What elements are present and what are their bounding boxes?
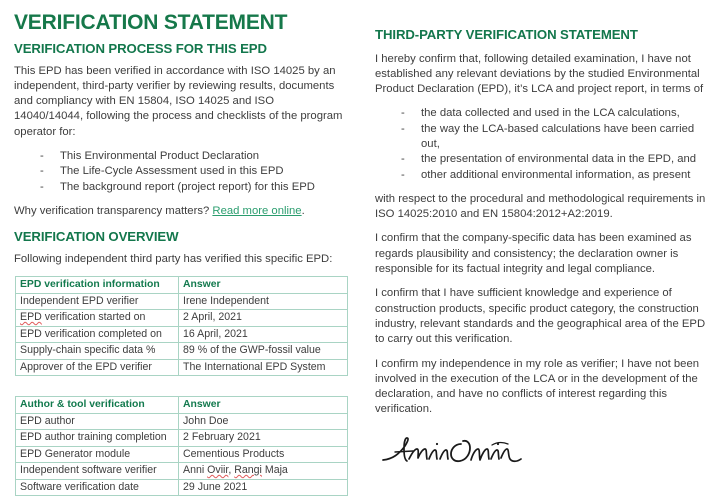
independence-paragraph: I confirm my independence in my role as verifier; I have not been involved in the execution of the LCA or in the development of the declaration, and have no conflicts of interest regarding this verification. <box>375 357 700 416</box>
cell-label: Independent software verifier <box>16 463 179 480</box>
page-title: VERIFICATION STATEMENT <box>14 11 288 34</box>
epd-verification-information-table <box>15 276 348 376</box>
cell-label: Approver of the EPD verifier <box>16 359 179 376</box>
cell-value: Irene Independent <box>179 293 348 310</box>
cell-value: 29 June 2021 <box>179 479 348 496</box>
column-header-label: EPD verification information <box>16 277 179 294</box>
table-row <box>16 293 348 310</box>
table-row <box>16 430 348 447</box>
cell-value: The International EPD System <box>179 359 348 376</box>
verification-overview-heading: VERIFICATION OVERVIEW <box>14 229 179 245</box>
table-row <box>16 343 348 360</box>
column-header-answer: Answer <box>179 397 348 414</box>
table-header-row <box>16 397 348 414</box>
cell-value: 2 February 2021 <box>179 430 348 447</box>
verification-overview-paragraph: Following independent third party has verified this specific EPD: <box>14 252 333 265</box>
misspelled-word: Rangi <box>234 464 262 477</box>
cell-label <box>16 310 179 327</box>
table-row <box>16 479 348 496</box>
cell-value: John Doe <box>179 413 348 430</box>
column-header-label: Author & tool verification <box>16 397 179 414</box>
third-party-scope-list <box>375 106 712 182</box>
transparency-period: . <box>301 204 305 217</box>
cell-value: 89 % of the GWP-fossil value <box>179 343 348 360</box>
cell-label-rest: verification started on <box>41 311 146 324</box>
table-row <box>16 310 348 327</box>
value-suffix: Maja <box>261 464 288 477</box>
cell-value: 2 April, 2021 <box>179 310 348 327</box>
left-column <box>0 0 363 493</box>
verifier-signature <box>379 432 712 472</box>
read-more-online-link[interactable]: Read more online <box>212 204 302 217</box>
table-row <box>16 413 348 430</box>
value-prefix: Anni <box>183 464 208 477</box>
table-row <box>16 326 348 343</box>
cell-label: Independent EPD verifier <box>16 293 179 310</box>
cell-value: 16 April, 2021 <box>179 326 348 343</box>
requirements-paragraph: with respect to the procedural and methodological requirements in ISO 14025:2010 and EN 15804:2012+A2:2019. <box>375 192 706 221</box>
cell-label: EPD author training completion <box>16 430 179 447</box>
misspelled-word: Oviir <box>207 464 229 477</box>
table-row <box>16 446 348 463</box>
author-tool-verification-table <box>15 396 348 496</box>
verification-process-paragraph: This EPD has been verified in accordance with ISO 14025 by an independent, third-party verifier by reviewing results, documents and compliancy with EN 15804, ISO 14025 and ISO 14040/14044, following the process and checklists of the program operator for: <box>14 64 343 138</box>
misspelled-word: EPD <box>20 311 42 324</box>
cell-label: EPD verification completed on <box>16 326 179 343</box>
cell-label: Software verification date <box>16 479 179 496</box>
cell-label: EPD Generator module <box>16 446 179 463</box>
list-item: - the way the LCA-based calculations have been carried out, <box>401 122 712 153</box>
list-item: - This Environmental Product Declaration <box>40 149 345 164</box>
third-party-verification-heading: THIRD-PARTY VERIFICATION STATEMENT <box>375 27 638 42</box>
knowledge-paragraph: I confirm that I have sufficient knowledge and experience of construction products, specific product category, the construction industry, relevant standards and the geographical area of the EPD to carry out this verification. <box>375 287 706 346</box>
list-item: - the data collected and used in the LCA calculations, <box>401 106 712 121</box>
verification-process-heading: VERIFICATION PROCESS FOR THIS EPD <box>14 41 267 57</box>
cell-value <box>179 463 348 480</box>
table-row <box>16 359 348 376</box>
cell-label: Supply-chain specific data % <box>16 343 179 360</box>
list-item: - other additional environmental information, as present <box>401 168 712 183</box>
table-divider <box>14 376 345 396</box>
column-header-answer: Answer <box>179 277 348 294</box>
transparency-question: Why verification transparency matters? <box>14 204 210 217</box>
table-row <box>16 463 348 480</box>
company-data-paragraph: I confirm that the company-specific data has been examined as regards plausibility and consistency; the declaration owner is responsible for its factual integrity and legal compliance. <box>375 232 692 276</box>
list-item: - the presentation of environmental data in the EPD, and <box>401 152 712 167</box>
list-item: - The Life-Cycle Assessment used in this EPD <box>40 164 345 179</box>
right-column <box>363 0 726 468</box>
cell-value: Cementious Products <box>179 446 348 463</box>
list-item: - The background report (project report) for this EPD <box>40 180 345 195</box>
third-party-intro-paragraph: I hereby confirm that, following detailed examination, I have not established any relevant deviations by the studied Environmental Product Declaration (EPD), it’s LCA and project report, in terms of <box>375 52 704 96</box>
value-sep: , <box>228 464 235 477</box>
transparency-line <box>14 204 345 219</box>
cell-label: EPD author <box>16 413 179 430</box>
verification-process-list <box>14 149 345 195</box>
table-header-row <box>16 277 348 294</box>
